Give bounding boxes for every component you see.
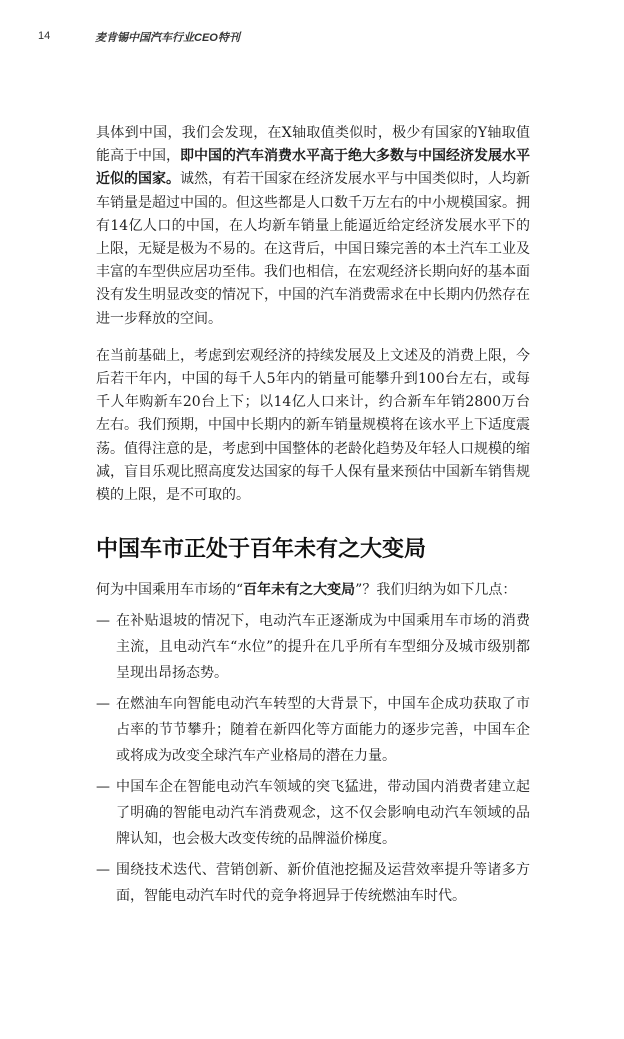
intro-text: ”？我们归纳为如下几点： [355, 582, 517, 599]
paragraph-sales-forecast: 在当前基础上，考虑到宏观经济的持续发展及上文述及的消费上限，今后若干年内，中国的每千人5年内的销量可能攀升到100台左右，或每千人年购新车20台上下；以14亿人口来计，约合新车年销2800万台左右。我们预期，中国中长期内的新车销量规模将在该水平上下适度震荡。值得注意的是，考虑到中国整体的老龄化趋势及年轻人口规模的缩减，盲目乐观比照高度发达国家的每千人保有量来预估中国新车销售规模的上限，是不可取的。 [96, 347, 530, 504]
list-item [96, 608, 530, 686]
dash-bullet-icon: — [96, 779, 110, 796]
list-item [96, 774, 530, 852]
list-item [96, 857, 530, 909]
dash-bullet-icon: — [96, 696, 110, 713]
paragraph-text: 具体到中国，我们会发现，在X轴取值类似时，极少有国家的Y轴取值能高于中国， [96, 125, 530, 165]
list-item-text: 在燃油车向智能电动汽车转型的大背景下，中国车企成功获取了市占率的节节攀升；随着在新四化等方面能力的逐步完善，中国车企或将成为改变全球汽车产业格局的潜在力量。 [116, 696, 530, 765]
list-item-text: 在补贴退坡的情况下，电动汽车正逐渐成为中国乘用车市场的消费主流，且电动汽车“水位”的提升在几乎所有车型细分及城市级别都呈现出昂扬态势。 [116, 613, 530, 682]
dash-bullet-icon: — [96, 613, 110, 630]
section-heading: 中国车市正处于百年未有之大变局 [96, 537, 427, 563]
paragraph-bold-text: 即中国的汽车消费水平高于绝大多数与中国经济发展水平近似的国家。 [96, 148, 530, 188]
page-number: 14 [38, 30, 51, 42]
running-header-title: 麦肯锡中国汽车行业CEO特刊 [95, 32, 240, 44]
dash-bullet-icon: — [96, 862, 110, 879]
article-body [96, 122, 530, 914]
list-item-text: 中国车企在智能电动汽车领域的突飞猛进，带动国内消费者建立起了明确的智能电动汽车消费观念，这不仅会影响电动汽车领域的品牌认知，也会极大改变传统的品牌溢价梯度。 [116, 779, 530, 848]
paragraph-china-consumption [96, 122, 530, 331]
paragraph-text: 诚然，有若干国家在经济发展水平与中国类似时，人均新车销量是超过中国的。但这些都是人口数千万左右的中小规模国家。拥有14亿人口的中国，在人均新车销量上能逼近给定经济发展水平下的上限，无疑是极为不易的。在这背后，中国日臻完善的本土汽车工业及丰富的车型供应居功至伟。我们也相信，在宏观经济长期向好的基本面没有发生明显改变的情况下，中国的汽车消费需求在中长期内仍然存在进一步释放的空间。 [96, 171, 530, 327]
list-item-text: 围绕技术迭代、营销创新、新价值池挖掘及运营效率提升等诸多方面，智能电动汽车时代的竞争将迥异于传统燃油车时代。 [116, 862, 530, 905]
bullet-list [96, 608, 530, 909]
section-intro [96, 579, 530, 602]
intro-bold-text: 百年未有之大变局 [243, 582, 356, 599]
intro-text: 何为中国乘用车市场的“ [96, 582, 244, 599]
list-item [96, 691, 530, 769]
